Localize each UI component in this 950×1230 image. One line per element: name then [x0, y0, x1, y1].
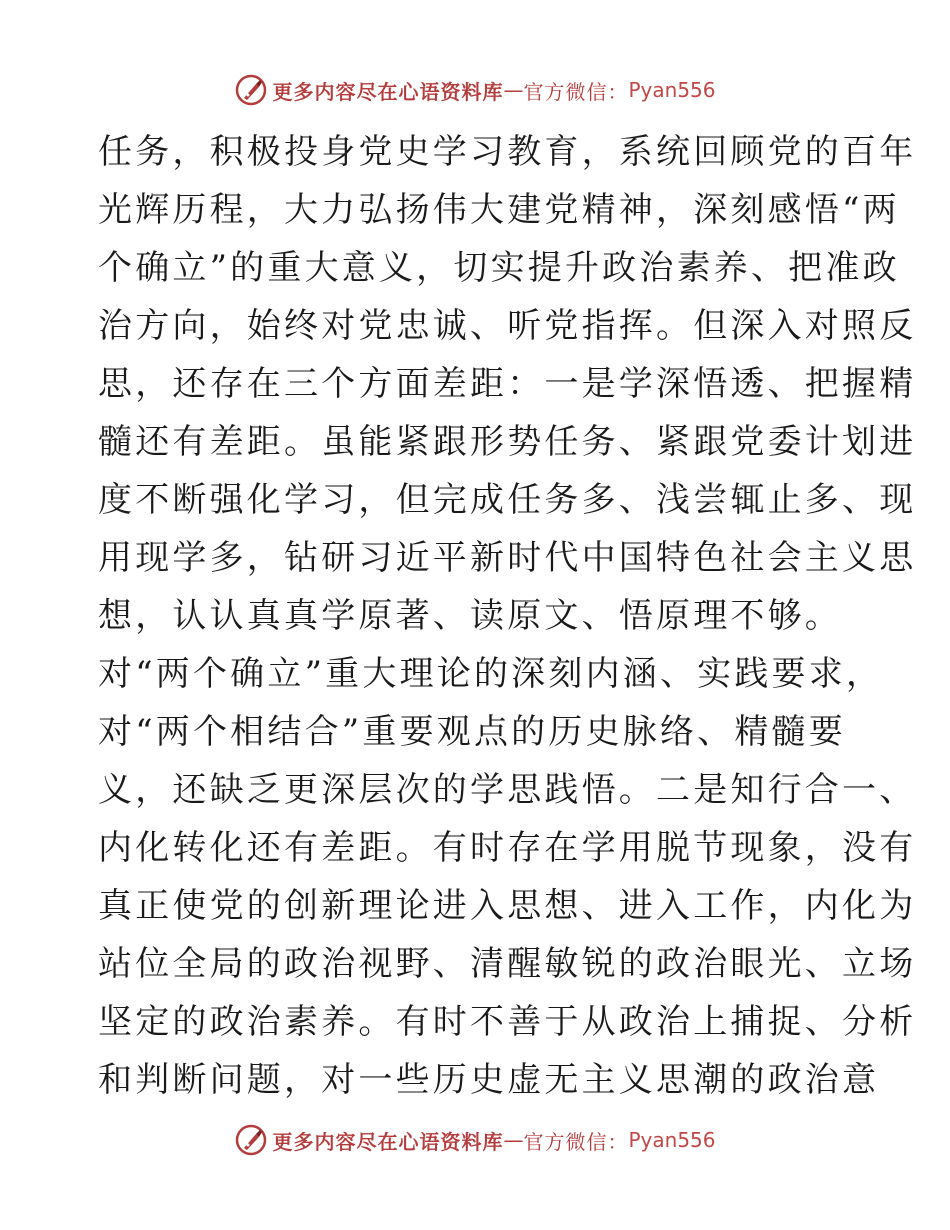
- wechat-account: Pyan556: [628, 1128, 716, 1152]
- text-line: 站位全局的政治视野、清醒敏锐的政治眼光、立场: [98, 944, 917, 984]
- text-line: 个确立”的重大意义，切实提升政治素养、把准政: [98, 248, 900, 288]
- text-line: 用现学多，钻研习近平新时代中国特色社会主义思: [98, 538, 917, 578]
- official-wechat-label: 官方微信：: [523, 79, 629, 104]
- text-line: 义，还缺乏更深层次的学思践悟。二是知行合一、: [98, 770, 917, 810]
- brand-text: 更多内容尽在心语资料库: [272, 79, 504, 104]
- text-line: 坚定的政治素养。有时不善于从政治上捕捉、分析: [98, 1002, 917, 1042]
- official-wechat-label: 官方微信：: [523, 1129, 629, 1154]
- text-line: 髓还有差距。虽能紧跟形势任务、紧跟党委计划进: [98, 422, 917, 462]
- text-line: 对“两个相结合”重要观点的历史脉络、精髓要: [98, 712, 846, 752]
- text-line: 治方向，始终对党忠诚、听党指挥。但深入对照反: [98, 306, 917, 346]
- text-line: 对“两个确立”重大理论的深刻内涵、实践要求，: [98, 654, 884, 694]
- banner-dash: —: [503, 1128, 524, 1152]
- header-banner: [0, 70, 950, 110]
- text-line: 光辉历程，大力弘扬伟大建党精神，深刻感悟“两: [98, 190, 900, 230]
- footer-banner: [0, 1120, 950, 1160]
- document-body: [98, 123, 917, 1109]
- brand-text: 更多内容尽在心语资料库: [272, 1129, 504, 1154]
- text-line: 任务，积极投身党史学习教育，系统回顾党的百年: [98, 132, 917, 172]
- wechat-account: Pyan556: [628, 78, 716, 102]
- pen-nib-logo-icon: [234, 73, 268, 107]
- pen-nib-logo-icon: [234, 1123, 268, 1157]
- text-line: 和判断问题，对一些历史虚无主义思潮的政治意: [98, 1060, 880, 1100]
- text-line: 真正使党的创新理论进入思想、进入工作，内化为: [98, 886, 917, 926]
- text-line: 想，认认真真学原著、读原文、悟原理不够。: [98, 596, 842, 636]
- text-line: 思，还存在三个方面差距：一是学深悟透、把握精: [98, 364, 917, 404]
- text-line: 度不断强化学习，但完成任务多、浅尝辄止多、现: [98, 480, 917, 520]
- text-line: 内化转化还有差距。有时存在学用脱节现象，没有: [98, 828, 917, 868]
- banner-dash: —: [503, 78, 524, 102]
